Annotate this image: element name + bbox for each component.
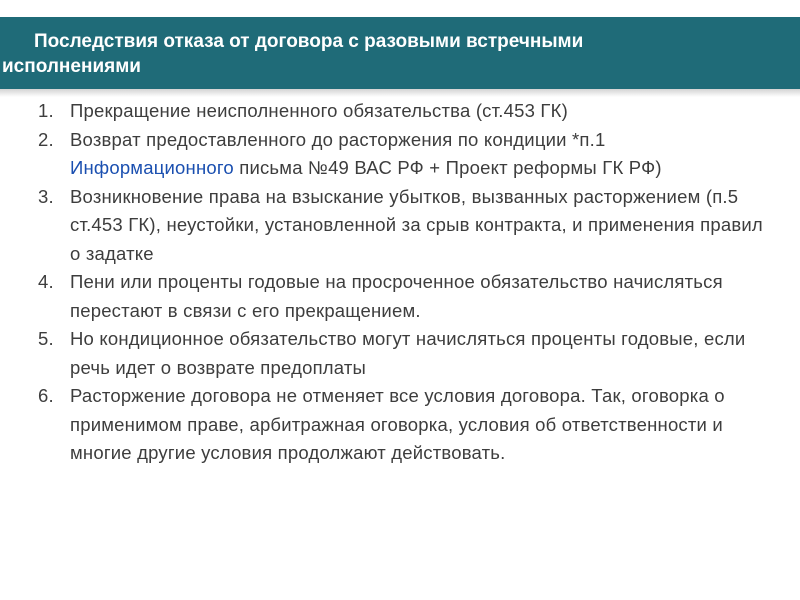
slide-title-line-1: Последствия отказа от договора с разовыми встречными — [34, 31, 584, 52]
list-item-text: Расторжение договора не отменяет все условия договора. Так, оговорка о применимом праве, арбитражная оговорка, условия об ответственности и многие другие условия продолжают действовать. — [70, 385, 725, 463]
list-item-text: Но кондиционное обязательство могут начисляться проценты годовые, если речь идет о возврате предоплаты — [70, 328, 746, 378]
list-item-1 — [0, 97, 800, 126]
list-item-text-before-link: Возврат предоставленного до расторжения по кондиции *п.1 — [70, 128, 606, 150]
title-bar — [0, 17, 800, 89]
list-item-number: 1. — [38, 100, 54, 121]
list-item-number: 4. — [38, 271, 54, 292]
list-item-3 — [0, 183, 800, 269]
list-item-6 — [0, 382, 800, 468]
numbered-list — [0, 97, 800, 468]
informational-letter-link[interactable]: Информационного — [70, 157, 234, 178]
list-item-text: Пени или проценты годовые на просроченное обязательство начисляться перестают в связи с его прекращением. — [70, 271, 723, 321]
list-item-4 — [0, 268, 800, 325]
list-item-5 — [0, 325, 800, 382]
list-item-text: Прекращение неисполненного обязательства (ст.453 ГК) — [70, 100, 568, 121]
list-item-number: 2. — [38, 128, 54, 150]
list-item-number: 3. — [38, 185, 54, 207]
title-bar-shadow — [0, 89, 800, 97]
content-area — [0, 97, 800, 468]
list-item-2 — [0, 126, 800, 183]
list-item-text-after-link: письма №49 ВАС РФ + Проект реформы ГК РФ) — [233, 157, 662, 178]
slide-title-line-2: исполнениями — [2, 56, 141, 77]
slide-title — [0, 17, 800, 89]
list-item-number: 6. — [38, 385, 54, 406]
list-item-text: Возникновение права на взыскание убытков, вызванных расторжением (п.5 ст.453 ГК), неустойки, установленной за срыв контракта, и применения правил о задатке — [70, 185, 763, 264]
list-item-number: 5. — [38, 328, 54, 349]
